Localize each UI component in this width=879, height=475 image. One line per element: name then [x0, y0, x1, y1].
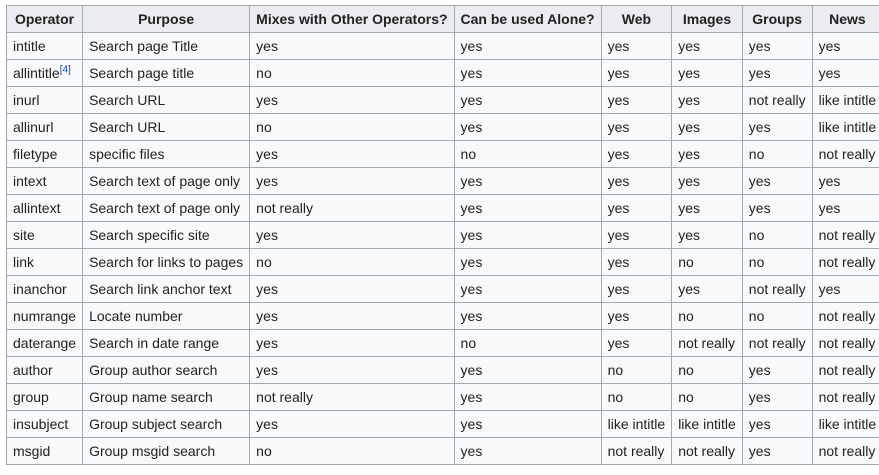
cell-groups: [742, 411, 812, 438]
cell-mixes: [250, 60, 454, 87]
cell-alone-text: yes: [460, 389, 483, 405]
cell-operator: [7, 357, 83, 384]
cell-operator-text: intitle: [13, 38, 46, 54]
cell-groups: [742, 60, 812, 87]
table-row: [7, 60, 879, 87]
cell-news: [812, 87, 879, 114]
cell-alone-text: yes: [460, 119, 483, 135]
cell-web: [601, 60, 672, 87]
cell-alone-text: no: [460, 146, 477, 162]
cell-mixes: [250, 384, 454, 411]
cell-web-text: yes: [607, 335, 630, 351]
cell-mixes: [250, 357, 454, 384]
cell-web-text: yes: [607, 119, 630, 135]
cell-images-text: yes: [678, 65, 700, 81]
column-header-mixes: Mixes with Other Operators?: [250, 6, 454, 33]
cell-images: [672, 114, 743, 141]
cell-mixes: [250, 411, 454, 438]
cell-groups-text: yes: [748, 38, 771, 54]
cell-alone-text: yes: [460, 308, 483, 324]
cell-purpose: [83, 438, 250, 465]
cell-images-text: yes: [678, 281, 700, 297]
cell-alone: [454, 411, 601, 438]
cell-news: [812, 141, 879, 168]
cell-operator: [7, 60, 83, 87]
cell-alone: [454, 222, 601, 249]
cell-images: [672, 195, 743, 222]
cell-news: [812, 276, 879, 303]
cell-mixes: [250, 276, 454, 303]
cell-purpose: [83, 330, 250, 357]
cell-alone: [454, 60, 601, 87]
cell-purpose: [83, 222, 250, 249]
cell-groups: [742, 357, 812, 384]
cell-news: [812, 357, 879, 384]
cell-web-text: yes: [607, 92, 630, 108]
column-header-groups: Groups: [742, 6, 812, 33]
cell-news: [812, 384, 879, 411]
cell-web: [601, 411, 672, 438]
cell-groups: [742, 114, 812, 141]
cell-groups-text: yes: [748, 362, 771, 378]
cell-mixes: [250, 195, 454, 222]
cell-operator-text: inanchor: [13, 281, 67, 297]
cell-images-text: no: [678, 362, 694, 378]
cell-operator-text: link: [13, 254, 35, 270]
cell-web-text: no: [607, 389, 624, 405]
cell-alone-text: yes: [460, 362, 483, 378]
cell-alone-text: yes: [460, 92, 483, 108]
cell-groups-text: no: [748, 308, 765, 324]
cell-operator: [7, 249, 83, 276]
table-row: [7, 357, 879, 384]
cell-images: [672, 276, 743, 303]
cell-alone: [454, 141, 601, 168]
cell-purpose-text: Search in date range: [89, 335, 220, 351]
cell-groups: [742, 195, 812, 222]
cell-news-text: not really: [818, 335, 876, 351]
cell-alone-text: yes: [460, 65, 483, 81]
cell-alone: [454, 168, 601, 195]
cell-news-text: like intitle: [818, 416, 877, 432]
cell-purpose-text: Search URL: [89, 92, 166, 108]
cell-purpose-text: Search link anchor text: [89, 281, 232, 297]
cell-groups-text: yes: [748, 389, 771, 405]
cell-news-text: yes: [818, 200, 841, 216]
cell-groups: [742, 438, 812, 465]
cell-operator-text: msgid: [13, 443, 51, 459]
cell-groups: [742, 87, 812, 114]
cell-web: [601, 303, 672, 330]
cell-web: [601, 114, 672, 141]
cell-alone-text: yes: [460, 173, 483, 189]
cell-mixes: [250, 438, 454, 465]
cell-images-text: not really: [678, 443, 735, 459]
cell-news: [812, 168, 879, 195]
cell-operator: [7, 276, 83, 303]
cell-operator: [7, 168, 83, 195]
cell-news-text: not really: [818, 308, 876, 324]
cell-images: [672, 33, 743, 60]
cell-images: [672, 438, 743, 465]
cell-mixes-text: yes: [256, 38, 278, 54]
cell-news: [812, 303, 879, 330]
cell-alone: [454, 330, 601, 357]
cell-groups: [742, 384, 812, 411]
cell-groups: [742, 141, 812, 168]
table-row: [7, 33, 879, 60]
cell-web: [601, 276, 672, 303]
cell-alone-text: yes: [460, 416, 483, 432]
cell-groups-text: yes: [748, 119, 771, 135]
table-row: [7, 222, 879, 249]
cell-operator: [7, 303, 83, 330]
cell-images-text: no: [678, 254, 694, 270]
cell-operator-text: filetype: [13, 146, 58, 162]
cell-operator-text: allintext: [13, 200, 61, 216]
cell-news: [812, 411, 879, 438]
cell-web-text: yes: [607, 308, 630, 324]
cell-news-text: not really: [818, 227, 876, 243]
cell-purpose-text: Search specific site: [89, 227, 210, 243]
cell-purpose-text: Locate number: [89, 308, 183, 324]
cell-groups: [742, 33, 812, 60]
cell-alone: [454, 276, 601, 303]
cell-operator-text: group: [13, 389, 49, 405]
cell-images: [672, 357, 743, 384]
cell-alone-text: yes: [460, 254, 483, 270]
cell-purpose-text: Group msgid search: [89, 443, 216, 459]
cell-groups: [742, 330, 812, 357]
table-row: [7, 114, 879, 141]
cell-web-text: yes: [607, 281, 630, 297]
cell-purpose: [83, 114, 250, 141]
cell-news: [812, 222, 879, 249]
cell-operator: [7, 411, 83, 438]
cell-purpose-text: Group author search: [89, 362, 218, 378]
column-header-images: Images: [672, 6, 743, 33]
cell-news: [812, 60, 879, 87]
cell-groups-text: yes: [748, 65, 771, 81]
cell-web-text: yes: [607, 65, 630, 81]
cell-purpose-text: Search page title: [89, 65, 195, 81]
table-row: [7, 195, 879, 222]
search-operators-table: [6, 5, 879, 465]
cell-groups: [742, 168, 812, 195]
cell-operator: [7, 195, 83, 222]
cell-mixes-text: yes: [256, 92, 278, 108]
cell-operator: [7, 33, 83, 60]
cell-images: [672, 168, 743, 195]
cell-web: [601, 195, 672, 222]
cell-news: [812, 330, 879, 357]
cell-purpose: [83, 384, 250, 411]
cell-web-text: yes: [607, 173, 630, 189]
cell-alone: [454, 438, 601, 465]
cell-news-text: yes: [818, 173, 841, 189]
cell-alone-text: yes: [460, 38, 483, 54]
cell-mixes-text: yes: [256, 173, 278, 189]
table-row: [7, 384, 879, 411]
cell-groups-text: yes: [748, 416, 771, 432]
cell-web: [601, 357, 672, 384]
cell-mixes-text: yes: [256, 281, 278, 297]
cell-news-text: like intitle: [818, 92, 877, 108]
cell-purpose-text: Search page Title: [89, 38, 199, 54]
cell-operator-text: intext: [13, 173, 47, 189]
column-header-alone: Can be used Alone?: [454, 6, 601, 33]
cell-web-text: like intitle: [607, 416, 666, 432]
cell-web-text: yes: [607, 254, 630, 270]
cell-news-text: not really: [818, 362, 876, 378]
cell-operator-text: allintitle: [13, 65, 60, 81]
cell-mixes-text: not really: [256, 200, 313, 216]
cell-images-text: yes: [678, 200, 700, 216]
cell-alone: [454, 33, 601, 60]
cell-operator-text: inurl: [13, 92, 40, 108]
cell-mixes-text: yes: [256, 362, 278, 378]
cell-news-text: yes: [818, 65, 841, 81]
cell-groups-text: not really: [748, 92, 806, 108]
cell-purpose: [83, 168, 250, 195]
cell-news-text: not really: [818, 389, 876, 405]
cell-groups: [742, 222, 812, 249]
cell-alone: [454, 195, 601, 222]
cell-news-text: not really: [818, 254, 876, 270]
cell-purpose: [83, 87, 250, 114]
cell-images-text: yes: [678, 92, 700, 108]
cell-images: [672, 411, 743, 438]
cell-purpose-text: Group subject search: [89, 416, 223, 432]
table-row: [7, 438, 879, 465]
cell-operator-text: daterange: [13, 335, 77, 351]
cell-operator-text: author: [13, 362, 53, 378]
cell-images-text: yes: [678, 227, 700, 243]
cell-purpose: [83, 33, 250, 60]
cell-operator-text: site: [13, 227, 35, 243]
cell-mixes: [250, 303, 454, 330]
cell-operator: [7, 384, 83, 411]
cell-images: [672, 222, 743, 249]
cell-web: [601, 222, 672, 249]
cell-mixes: [250, 114, 454, 141]
footnote-link[interactable]: [4]: [59, 64, 71, 76]
cell-images: [672, 87, 743, 114]
cell-news-text: yes: [818, 281, 841, 297]
cell-web-text: yes: [607, 146, 630, 162]
cell-web: [601, 141, 672, 168]
cell-purpose-text: Group name search: [89, 389, 213, 405]
table-row: [7, 249, 879, 276]
cell-news: [812, 33, 879, 60]
cell-operator-text: allinurl: [13, 119, 54, 135]
column-header-purpose: Purpose: [83, 6, 250, 33]
cell-web-text: yes: [607, 38, 630, 54]
cell-images-text: no: [678, 389, 694, 405]
cell-images-text: not really: [678, 335, 735, 351]
table-row: [7, 411, 879, 438]
cell-alone-text: yes: [460, 281, 483, 297]
cell-mixes: [250, 168, 454, 195]
table-row: [7, 87, 879, 114]
cell-news-text: not really: [818, 146, 876, 162]
cell-purpose-text: Search URL: [89, 119, 166, 135]
cell-groups-text: yes: [748, 200, 771, 216]
cell-groups: [742, 249, 812, 276]
cell-purpose: [83, 357, 250, 384]
table-row: [7, 168, 879, 195]
cell-web: [601, 33, 672, 60]
cell-alone-text: yes: [460, 200, 483, 216]
table-row: [7, 276, 879, 303]
cell-operator: [7, 141, 83, 168]
cell-web-text: yes: [607, 227, 630, 243]
cell-web: [601, 384, 672, 411]
cell-purpose: [83, 60, 250, 87]
cell-purpose: [83, 195, 250, 222]
cell-news: [812, 114, 879, 141]
cell-images: [672, 330, 743, 357]
cell-operator: [7, 87, 83, 114]
table-row: [7, 141, 879, 168]
column-header-news: News: [812, 6, 879, 33]
cell-web-text: no: [607, 362, 624, 378]
table-row: [7, 330, 879, 357]
cell-images-text: yes: [678, 119, 700, 135]
column-header-operator: Operator: [7, 6, 83, 33]
cell-operator-text: insubject: [13, 416, 69, 432]
cell-alone: [454, 114, 601, 141]
cell-images: [672, 249, 743, 276]
cell-alone: [454, 303, 601, 330]
cell-alone: [454, 87, 601, 114]
cell-purpose-text: Search text of page only: [89, 200, 241, 216]
cell-purpose: [83, 411, 250, 438]
cell-mixes-text: not really: [256, 389, 313, 405]
cell-alone-text: yes: [460, 227, 483, 243]
cell-groups: [742, 303, 812, 330]
cell-mixes: [250, 249, 454, 276]
cell-groups-text: not really: [748, 281, 806, 297]
cell-web: [601, 168, 672, 195]
cell-mixes: [250, 222, 454, 249]
cell-groups: [742, 276, 812, 303]
cell-mixes-text: yes: [256, 416, 278, 432]
cell-alone: [454, 357, 601, 384]
cell-images: [672, 141, 743, 168]
cell-alone-text: no: [460, 335, 477, 351]
cell-groups-text: no: [748, 227, 765, 243]
cell-groups-text: yes: [748, 443, 771, 459]
table-body: [7, 33, 879, 465]
cell-images-text: yes: [678, 146, 700, 162]
cell-mixes: [250, 330, 454, 357]
cell-purpose-text: Search for links to pages: [89, 254, 244, 270]
cell-news-text: not really: [818, 443, 876, 459]
cell-operator: [7, 114, 83, 141]
cell-purpose: [83, 141, 250, 168]
cell-images-text: like intitle: [678, 416, 736, 432]
header-row: [7, 6, 879, 33]
cell-images-text: yes: [678, 173, 700, 189]
cell-purpose: [83, 249, 250, 276]
cell-mixes-text: yes: [256, 308, 278, 324]
cell-mixes-text: no: [256, 443, 272, 459]
cell-mixes: [250, 141, 454, 168]
cell-news-text: yes: [818, 38, 841, 54]
table-row: [7, 303, 879, 330]
cell-web-text: not really: [607, 443, 665, 459]
cell-web: [601, 438, 672, 465]
cell-images: [672, 303, 743, 330]
cell-mixes-text: no: [256, 254, 272, 270]
cell-mixes-text: yes: [256, 335, 278, 351]
cell-operator: [7, 330, 83, 357]
cell-images-text: yes: [678, 38, 700, 54]
cell-purpose-text: specific files: [89, 146, 165, 162]
cell-web-text: yes: [607, 200, 630, 216]
cell-images: [672, 384, 743, 411]
cell-mixes-text: yes: [256, 227, 278, 243]
cell-operator: [7, 222, 83, 249]
cell-purpose: [83, 303, 250, 330]
cell-alone: [454, 249, 601, 276]
cell-purpose: [83, 276, 250, 303]
cell-mixes-text: no: [256, 65, 272, 81]
cell-web: [601, 249, 672, 276]
cell-web: [601, 330, 672, 357]
cell-operator-text: numrange: [13, 308, 77, 324]
cell-groups-text: yes: [748, 173, 771, 189]
footnote-reference: [60, 64, 71, 75]
cell-mixes-text: no: [256, 119, 272, 135]
cell-groups-text: no: [748, 146, 765, 162]
cell-groups-text: not really: [748, 335, 806, 351]
cell-images-text: no: [678, 308, 694, 324]
cell-mixes-text: yes: [256, 146, 278, 162]
cell-operator: [7, 438, 83, 465]
cell-mixes: [250, 33, 454, 60]
column-header-web: Web: [601, 6, 672, 33]
cell-alone: [454, 384, 601, 411]
cell-groups-text: no: [748, 254, 765, 270]
cell-news: [812, 195, 879, 222]
cell-news: [812, 249, 879, 276]
cell-news: [812, 438, 879, 465]
cell-mixes: [250, 87, 454, 114]
cell-purpose-text: Search text of page only: [89, 173, 241, 189]
cell-news-text: like intitle: [818, 119, 877, 135]
cell-alone-text: yes: [460, 443, 483, 459]
cell-images: [672, 60, 743, 87]
cell-web: [601, 87, 672, 114]
